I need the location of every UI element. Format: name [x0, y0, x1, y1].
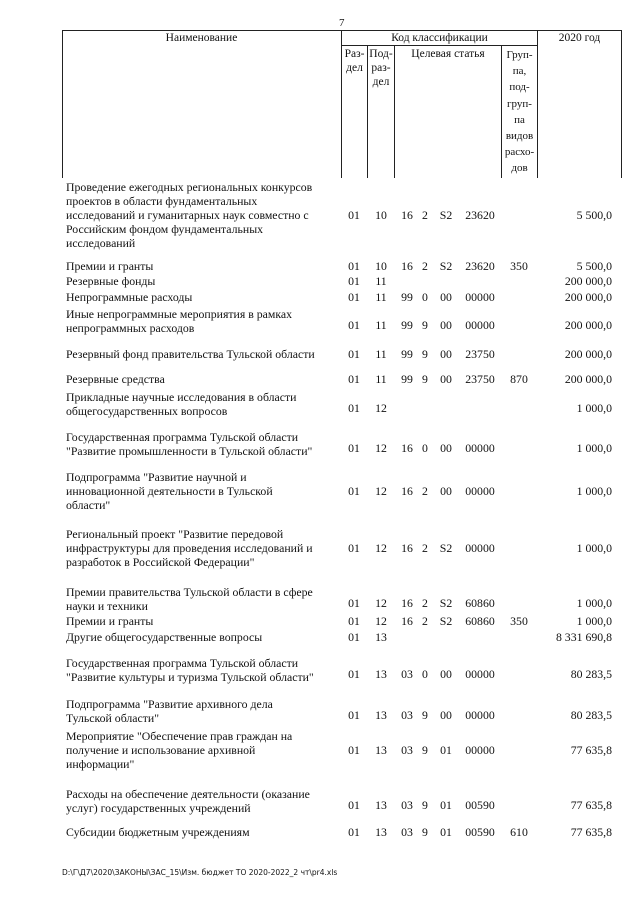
row-name: Расходы на обеспечение деятельности (оказание услуг) государственных учреждений — [66, 787, 310, 815]
code-r: 01 — [348, 743, 360, 757]
amount-2020: 200 000,0 — [564, 347, 612, 361]
code-r: 01 — [348, 708, 360, 722]
row-name: Премии правительства Тульской области в сфере науки и техники — [66, 585, 313, 613]
table-header — [62, 30, 622, 178]
code-t4: 23620 — [465, 259, 495, 273]
code-t3: 00 — [440, 290, 452, 304]
code-t2: 0 — [422, 441, 428, 455]
code-t1: 03 — [401, 743, 413, 757]
code-p: 11 — [375, 347, 387, 361]
amount-2020: 5 500,0 — [576, 259, 612, 273]
code-t4: 00000 — [465, 743, 495, 757]
code-t3: S2 — [439, 596, 453, 610]
amount-2020: 1 000,0 — [576, 401, 612, 415]
code-t2: 2 — [422, 259, 428, 273]
code-t4: 60860 — [465, 614, 495, 628]
code-p: 12 — [375, 441, 387, 455]
code-t4: 00590 — [465, 825, 495, 839]
code-p: 12 — [375, 596, 387, 610]
code-r: 01 — [348, 596, 360, 610]
code-t1: 99 — [401, 318, 413, 332]
code-t2: 9 — [422, 798, 428, 812]
row-name: Мероприятие "Обеспечение прав граждан на получение и использование архивной информации" — [66, 729, 293, 771]
code-t4: 00000 — [465, 318, 495, 332]
code-p: 10 — [375, 208, 387, 222]
code-t2: 0 — [422, 290, 428, 304]
code-t1: 16 — [401, 259, 413, 273]
header-code-classification: Код классификации — [391, 32, 488, 44]
row-name: Резервный фонд правительства Тульской области — [66, 347, 315, 361]
row-name: Резервные фонды — [66, 274, 156, 288]
amount-2020: 1 000,0 — [576, 441, 612, 455]
code-p: 12 — [375, 541, 387, 555]
amount-2020: 8 331 690,8 — [555, 630, 612, 644]
code-t3: S2 — [439, 208, 453, 222]
page-number: 7 — [339, 17, 345, 29]
code-t4: 00000 — [465, 484, 495, 498]
code-t1: 03 — [401, 798, 413, 812]
code-t2: 2 — [422, 541, 428, 555]
code-p: 12 — [375, 484, 387, 498]
row-name: Прикладные научные исследования в области общегосударственных вопросов — [66, 390, 297, 418]
row-name: Региональный проект "Развитие передовой инфраструктуры для проведения исследований и разработок в Российской Федерации" — [66, 527, 313, 569]
code-t3: 00 — [440, 441, 452, 455]
code-r: 01 — [348, 372, 360, 386]
code-t2: 2 — [422, 596, 428, 610]
code-p: 12 — [375, 401, 387, 415]
row-name: Иные непрограммные мероприятия в рамках непрограммных расходов — [66, 307, 293, 335]
code-t2: 9 — [422, 708, 428, 722]
code-t1: 16 — [401, 614, 413, 628]
code-r: 01 — [348, 825, 360, 839]
code-r: 01 — [348, 274, 360, 288]
code-r: 01 — [348, 614, 360, 628]
code-r: 01 — [348, 401, 360, 415]
amount-2020: 200 000,0 — [564, 372, 612, 386]
row-name: Премии и гранты — [66, 614, 154, 628]
code-p: 13 — [375, 798, 387, 812]
code-t3: 00 — [440, 318, 452, 332]
code-t2: 9 — [422, 372, 428, 386]
code-t2: 9 — [422, 318, 428, 332]
code-r: 01 — [348, 798, 360, 812]
header-razdel: Раз- дел — [344, 48, 365, 74]
header-name: Наименование — [165, 32, 238, 44]
code-t3: 00 — [440, 667, 452, 681]
amount-2020: 200 000,0 — [564, 290, 612, 304]
amount-2020: 1 000,0 — [576, 541, 612, 555]
code-t2: 2 — [422, 484, 428, 498]
row-name: Непрограммные расходы — [66, 290, 193, 304]
code-t2: 9 — [422, 347, 428, 361]
row-name: Подпрограмма "Развитие научной и инновационной деятельности в Тульской области" — [66, 470, 273, 512]
code-t2: 2 — [422, 614, 428, 628]
code-t1: 03 — [401, 708, 413, 722]
code-t1: 99 — [401, 347, 413, 361]
code-t1: 16 — [401, 484, 413, 498]
code-t4: 00000 — [465, 441, 495, 455]
code-r: 01 — [348, 347, 360, 361]
code-t3: 00 — [440, 372, 452, 386]
code-g: 350 — [510, 259, 528, 273]
code-t1: 03 — [401, 667, 413, 681]
code-p: 13 — [375, 630, 387, 644]
amount-2020: 80 283,5 — [570, 708, 612, 722]
code-t1: 16 — [401, 441, 413, 455]
code-t4: 23750 — [465, 347, 495, 361]
code-g: 870 — [510, 372, 528, 386]
code-p: 10 — [375, 259, 387, 273]
amount-2020: 5 500,0 — [576, 208, 612, 222]
code-t2: 9 — [422, 743, 428, 757]
code-t3: 00 — [440, 708, 452, 722]
code-p: 11 — [375, 274, 387, 288]
code-t2: 9 — [422, 825, 428, 839]
code-t3: 00 — [440, 484, 452, 498]
code-t1: 99 — [401, 372, 413, 386]
header-target-article: Целевая статья — [411, 48, 485, 60]
amount-2020: 80 283,5 — [570, 667, 612, 681]
code-p: 13 — [375, 743, 387, 757]
code-p: 11 — [375, 290, 387, 304]
code-t4: 23620 — [465, 208, 495, 222]
code-t4: 23750 — [465, 372, 495, 386]
amount-2020: 1 000,0 — [576, 614, 612, 628]
code-g: 610 — [510, 825, 528, 839]
code-t1: 03 — [401, 825, 413, 839]
row-name: Государственная программа Тульской области "Развитие культуры и туризма Тульской области" — [66, 656, 314, 684]
code-r: 01 — [348, 441, 360, 455]
code-r: 01 — [348, 259, 360, 273]
row-name: Проведение ежегодных региональных конкурсов проектов в области фундаментальных исследований и гуманитарных наук совместно с Российским фондом фундаментальных исследований — [66, 180, 313, 250]
code-t1: 16 — [401, 208, 413, 222]
code-t4: 00000 — [465, 290, 495, 304]
code-t3: 01 — [440, 825, 452, 839]
code-t4: 60860 — [465, 596, 495, 610]
row-name: Подпрограмма "Развитие архивного дела Тульской области" — [66, 697, 273, 725]
code-t3: S2 — [439, 259, 453, 273]
code-p: 12 — [375, 614, 387, 628]
code-t2: 2 — [422, 208, 428, 222]
code-t3: 00 — [440, 347, 452, 361]
code-r: 01 — [348, 484, 360, 498]
code-t3: S2 — [439, 614, 453, 628]
code-p: 13 — [375, 825, 387, 839]
amount-2020: 77 635,8 — [570, 798, 612, 812]
row-name: Другие общегосударственные вопросы — [66, 630, 263, 644]
file-path-footer: D:\Г\Д7\2020\ЗАКОНЫ\ЗАС_15\Изм. бюджет ТО 2020-2022_2 чт\pr4.xls — [62, 868, 338, 877]
code-p: 13 — [375, 708, 387, 722]
code-t3: S2 — [439, 541, 453, 555]
amount-2020: 77 635,8 — [570, 743, 612, 757]
code-r: 01 — [348, 541, 360, 555]
code-r: 01 — [348, 208, 360, 222]
amount-2020: 77 635,8 — [570, 825, 612, 839]
code-t3: 01 — [440, 798, 452, 812]
code-t1: 99 — [401, 290, 413, 304]
code-r: 01 — [348, 667, 360, 681]
row-name: Государственная программа Тульской области "Развитие промышленности в Тульской области" — [66, 430, 313, 458]
code-t4: 00590 — [465, 798, 495, 812]
code-p: 11 — [375, 318, 387, 332]
code-g: 350 — [510, 614, 528, 628]
code-t3: 01 — [440, 743, 452, 757]
code-t4: 00000 — [465, 541, 495, 555]
amount-2020: 1 000,0 — [576, 484, 612, 498]
code-t4: 00000 — [465, 667, 495, 681]
code-p: 13 — [375, 667, 387, 681]
row-name: Субсидии бюджетным учреждениям — [66, 825, 250, 839]
amount-2020: 200 000,0 — [564, 274, 612, 288]
code-r: 01 — [348, 290, 360, 304]
code-r: 01 — [348, 630, 360, 644]
code-t4: 00000 — [465, 708, 495, 722]
header-year: 2020 год — [558, 32, 601, 44]
code-r: 01 — [348, 318, 360, 332]
row-name: Резервные средства — [66, 372, 165, 386]
code-t1: 16 — [401, 596, 413, 610]
header-podrazdel: Под- раз- дел — [369, 48, 393, 88]
code-t2: 0 — [422, 667, 428, 681]
row-name: Премии и гранты — [66, 259, 154, 273]
code-t1: 16 — [401, 541, 413, 555]
amount-2020: 1 000,0 — [576, 596, 612, 610]
amount-2020: 200 000,0 — [564, 318, 612, 332]
header-group: Груп- па, под- груп- па видов расхо- дов — [504, 49, 535, 175]
code-p: 11 — [375, 372, 387, 386]
